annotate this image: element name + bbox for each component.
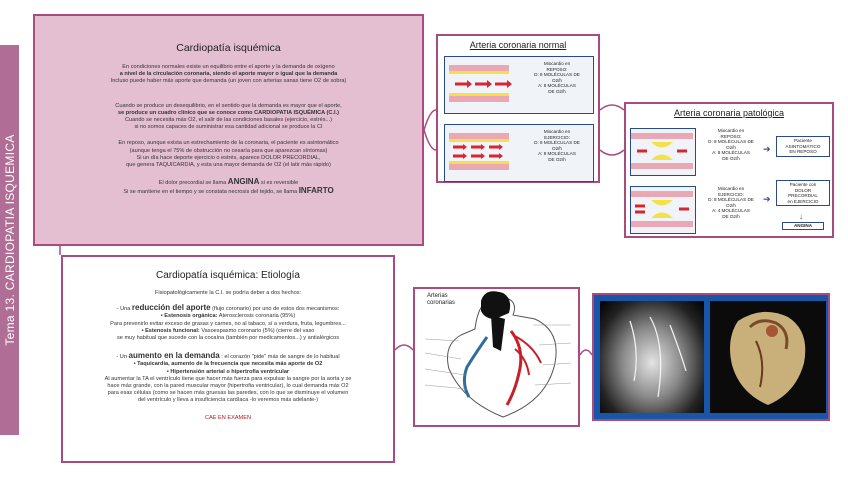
patho-rest-result-line: EN REPOSO [789,149,817,154]
side-label: Tema 13. CARDIOPATIA ISQUEMICA [2,134,17,346]
patho-exercise-label: DE O2/h [722,213,740,219]
connector-normal-patho [600,105,624,110]
main-p3-line: En reposo, aunque exista un estrechamiento de la coronaria, el paciente es asintomático [118,140,339,147]
normal-rest-label: D: 8 MOLÉCULAS DE [534,72,580,77]
heart-photos [592,293,830,421]
patho-exercise-labels [700,186,762,219]
normal-artery-title: Arteria coronaria normal [469,40,567,50]
normal-rest-label: O2/h [552,77,562,83]
exam-note: CAE EN EXAMEN [204,414,251,421]
reduction-term: reducción del aporte [131,303,211,313]
connector-normal-patho-2 [600,150,624,155]
angina-result [782,222,824,230]
normal-rest-figure [444,56,594,114]
patho-rest-vessel [630,128,696,176]
arrow-right-icon: ➔ [763,144,771,154]
organic-desc: Aterosclerosis coronaria (95%) [218,313,296,320]
normal-rest-label: A: 8 MOLÉCULAS [538,83,576,88]
main-paragraph-2 [35,103,422,132]
detail-line: para esas células (como se hacen más gruesas las paredes, con lo que se disminuye el volumen [107,390,349,397]
specimen-heart [710,301,826,413]
normal-exercise-label: EJERCICIO: [544,134,570,140]
normal-exercise-label: D: 8 MOLÉCULAS DE [534,140,580,145]
angiogram-vessels [600,301,704,413]
detail-line: del ventrículo y lleva a insuficiencia cardíaca -lo veremos más adelante-) [137,397,319,404]
normal-exercise-label: Miocardio en [543,129,571,134]
normal-rest-label: REPOSO: [546,66,568,72]
main-box [33,14,424,246]
patho-rest-result-line: ASINTOMÁTICO [785,143,821,149]
normal-exercise-label: O2/h [552,145,562,151]
patho-exercise-result-line: Paciente con [789,182,817,187]
patho-rest-result [776,136,830,157]
patho-exercise-label: A: 4 MOLÉCULAS [712,208,750,213]
angina-result-label: ANGINA [793,223,813,228]
coronary-label-2: coronarias [427,300,456,306]
patho-rest-label: D: 8 MOLÉCULAS DE [708,139,754,144]
increase-c: : el corazón "pide" más de sangre de lo habitual [221,354,340,361]
patho-exercise-vessel [630,186,696,234]
normal-exercise-vessel [449,129,519,179]
normal-rest-label: DE O2/h [548,88,566,94]
main-p3-line: Si un día hace deporte ejercicio o estrés, aparece DOLOR PRECORDIAL, [136,154,321,161]
patho-artery-title: Arteria coronaria patológica [673,108,785,118]
angina-line [43,178,414,187]
connector-diagram-photo [580,350,592,355]
organic-prevention: Para prevenirlo evitar exceso de grasas y carnes, no al tabaco, sí a verdura, fruta, legumbres... [110,320,346,327]
functional-line [71,328,385,335]
functional-desc: Vasoespasmo coronario (5%) (cierre del vaso [201,327,315,334]
main-p2-line: Cuando se produce un desequilibrio, en el sentido que la demanda es mayor que el aporte, [115,102,342,109]
reduction-a: - Una [116,306,131,313]
patho-artery-panel [624,102,834,238]
patho-exercise-label: D: 8 MOLÉCULAS DE [708,197,754,202]
increase-term: aumento en la demanda [128,351,220,361]
connector-main-normal [424,110,436,130]
main-p2-line: Cuando se necesita más O2, el salir de las condiciones basales (ejercicio, estrés...) [124,117,333,124]
patho-rest-labels [700,128,762,161]
reduction-line [71,304,385,313]
connector-main-normal-2 [424,130,436,150]
patho-rest-label: REPOSO: [720,133,742,139]
main-p3-line: (aunque tenga el 75% de obstrucción no cesaría para que aparezcan síntomas) [129,147,328,154]
patho-rest-label: DE O2/h [722,155,740,161]
main-p1-line: a nivel de la circulación coronaria, siendo el aporte mayor o igual que la demanda [119,71,338,78]
organic-line [71,313,385,320]
normal-rest-vessel [449,61,519,111]
patho-exercise-label: Miocardio en [717,186,745,191]
organic-term: • Estenosis orgánica: [160,313,218,320]
main-paragraph-3 [35,140,422,169]
normal-exercise-label: DE O2/h [548,156,566,162]
normal-exercise-label: A: 8 MOLÉCULAS [538,151,576,156]
patho-rest-figure [630,126,830,178]
normal-exercise-figure [444,124,594,182]
functional-detail: se muy habitual que sucede con la cocaína (también por medicamentos...) y antialérgicos [116,335,339,342]
arrow-right-icon: ➔ [763,194,771,204]
etiology-title: Cardiopatía isquémica: Etiología [156,270,300,281]
coronary-label-1: Arterias [427,293,448,299]
patho-exercise-result-line: PRECORDIAL [788,193,818,198]
infarto-line [43,187,414,196]
arrow-down-icon: ↓ [799,212,803,221]
main-p1-line: En condiciones normales existe un equilibrio entre el aporte y la demanda de oxígeno [122,64,335,70]
normal-artery-panel [436,34,600,183]
hypertension-line: • Hipertensión arterial o hipertrofia ventricular [166,368,290,375]
heart-drawing [415,289,578,425]
patho-exercise-result [776,180,830,206]
tachycardia-line: • Taquicardia, aumento de la frecuencia que necesita más aporte de O2 [133,361,323,368]
patho-rest-result-line: Paciente [794,138,812,143]
angina-text-c: si es reversible [260,180,299,187]
patho-rest-label: O2/h [726,144,736,150]
main-p1-line: Incluso puede haber más aporte que demanda (un joven con arterias sanas tiene O2 de sobra) [110,78,347,85]
main-paragraph-1 [35,64,422,86]
main-p2-line: si no somos capaces de suministrar esa cantidad adicional se produce la CI [134,124,323,131]
increase-line [71,352,385,361]
normal-exercise-labels [525,129,589,162]
patho-exercise-label: EJERCICIO: [718,191,744,197]
patho-rest-label: Miocardio en [717,128,745,133]
normal-rest-label: Miocardio en [543,61,571,66]
coronary-diagram [413,287,580,427]
main-title: Cardiopatía isquémica [176,42,281,54]
functional-term: • Estenosis funcional: [141,327,200,334]
patho-exercise-label: O2/h [726,202,736,208]
infarto-text-a: Si se mantiene en el tiempo y se constata necrosis del tejido, se llama [123,189,298,196]
etiology-box [61,255,395,463]
coronary-label [427,293,455,307]
main-p3-line: que genera TAQUICARDIA, y esta una mayor demanda de O2 (el latir más rápido) [126,162,331,169]
patho-rest-label: A: 8 MOLÉCULAS [712,150,750,155]
specimen-image [710,301,826,413]
normal-rest-labels [525,61,589,94]
reduction-c: (flujo coronario) por uno de estos dos mecanismos: [212,306,340,313]
detail-line: hace más grande, con la pared muscular mayor (hipertrofia ventricular), lo cual demanda más O2 [107,383,349,390]
infarto-term: INFARTO [298,186,334,196]
angina-text-a: El dolor precordial se llama [158,180,227,187]
etiology-intro: Fisiopatológicamente la C.I. se podría deber a dos hechos: [154,290,302,296]
connector-etiology-diagram [395,345,413,350]
angina-term: ANGINA [227,177,260,187]
patho-exercise-result-line: DOLOR [794,187,812,193]
main-p2-line: se produce un cuadro clínico que se conoce como CARDIOPATIA ISQUÉMICA (C.I.) [118,109,339,116]
patho-exercise-result-line: en EJERCICIO [787,198,819,204]
increase-a: - Un [116,354,127,361]
detail-line: Al aumentar la TA el ventrículo tiene que hacer más fuerza para expulsar la sangre por la aorta y se [104,375,352,382]
patho-exercise-figure [630,184,830,236]
